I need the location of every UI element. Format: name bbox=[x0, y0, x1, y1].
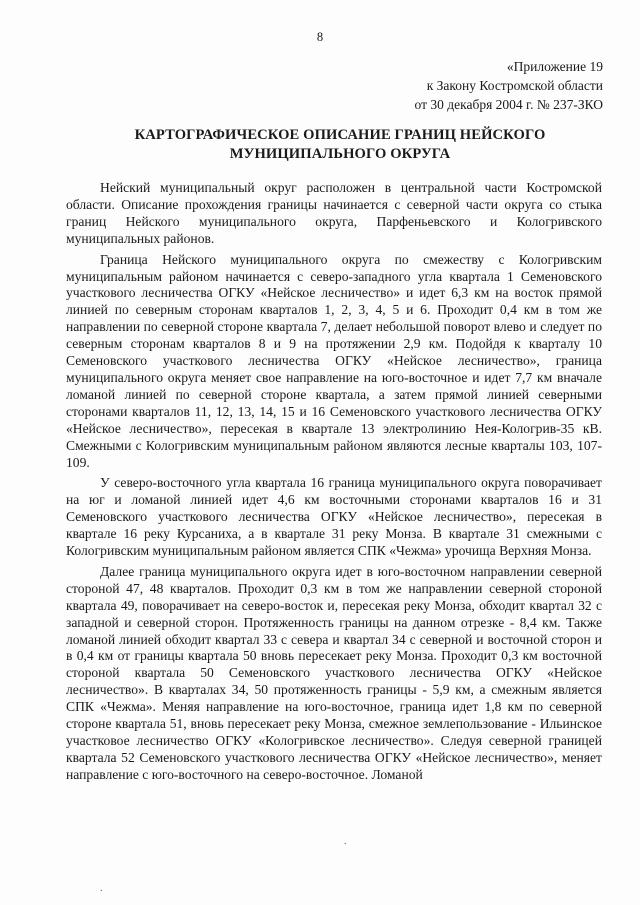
page-number: 8 bbox=[316, 30, 324, 44]
scan-speck: . bbox=[344, 836, 347, 847]
document-title-line-2: МУНИЦИПАЛЬНОГО ОКРУГА bbox=[229, 146, 451, 162]
document-title-line-1: КАРТОГРАФИЧЕСКОЕ ОПИСАНИЕ ГРАНИЦ НЕЙСКОГО bbox=[134, 127, 546, 143]
scan-speck: . bbox=[100, 883, 103, 894]
appendix-line-2: к Закону Костромской области bbox=[426, 78, 603, 93]
document-body bbox=[66, 180, 602, 788]
paragraph-2: Граница Нейского муниципального округа по смежеству с Кологривским муниципальным районом начинается с северо-западного угла квартала 1 Семеновского участкового лесничества ОГКУ «Нейское лесничество» и идет 6,3 км на восток прямой линией по северным сторонам кварталов 1, 2, 3, 4, 5 и 6. Проходит 0,4 км в том же направлении по северной стороне квартала 7, делает небольшой поворот влево и следует по северным сторонам кварталов 8 и 9 на протяжении 2,9 км. Подойдя к кварталу 10 Семеновского участкового лесничества ОГКУ «Нейское лесничество», граница муниципального округа меняет свое направление на юго-восточное и идет 7,7 км вначале ломаной линией по северной стороне квартала, а затем прямой линией северными сторонами кварталов 11, 12, 13, 14, 15 и 16 Семеновского участкового лесничества ОГКУ «Нейское лесничество», пересекая в квартале 13 электролинию Нея-Кологрив-35 кВ. Смежными с Кологривским муниципальным районом являются лесные кварталы 103, 107-109. bbox=[66, 251, 602, 470]
paragraph-1: Нейский муниципальный округ расположен в центральной части Костромской области. Описание прохождения границы начинается с северной части округа со стыка границ Нейского муниципального округа, Парфеньевского и Кологривского муниципальных районов. bbox=[66, 180, 602, 246]
document-title bbox=[60, 126, 620, 164]
appendix-reference bbox=[415, 57, 603, 114]
paragraph-3: У северо-восточного угла квартала 16 граница муниципального округа поворачивает на юг и ломаной линией идет 4,6 км восточными сторонами кварталов 16 и 31 Семеновского участкового лесничества ОГКУ «Нейское лесничество», пересекая в квартале 16 реку Курсаниха, а в квартале 31 реку Монза. В квартале 31 смежными с Кологривским муниципальным районом является СПК «Чежма» урочища Верхняя Монза. bbox=[66, 475, 602, 559]
appendix-line-1: «Приложение 19 bbox=[506, 59, 603, 74]
appendix-line-3: от 30 декабря 2004 г. № 237-ЗКО bbox=[414, 97, 603, 112]
paragraph-4: Далее граница муниципального округа идет в юго-восточном направлении северной стороной 47, 48 кварталов. Проходит 0,3 км в том же направлении северной стороной квартала 49, поворачивает на северо-восток и, пересекая реку Монза, обходит квартал 32 с западной и северной сторон. Протяженность границы на данном отрезке - 8,4 км. Также ломаной линией обходит квартал 33 с севера и квартал 34 с северной и восточной сторон и в 0,4 км от границы квартала 50 вновь пересекает реку Монза. Проходит 0,3 км восточной стороной квартала 50 Семеновского участкового лесничества ОГКУ «Нейское лесничество». В кварталах 34, 50 протяженность границы - 5,9 км, а смежным является СПК «Чежма». Меняя направление на юго-восточное, граница идет 1,8 км по северной стороне квартала 51, вновь пересекает реку Монза, смежное землепользование - Ильинское участковое лесничество ОГКУ «Кологривское лесничество». Следуя северной границей квартала 52 Семеновского участкового лесничества ОГКУ «Нейское лесничество», меняет направление с юго-восточного на северо-восточное. Ломаной bbox=[66, 563, 602, 782]
